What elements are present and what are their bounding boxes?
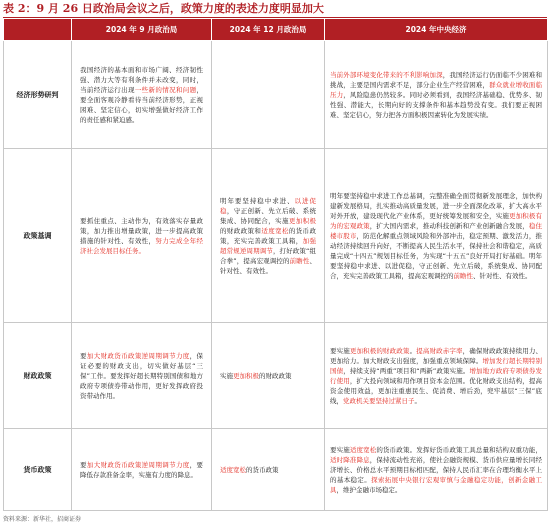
highlight-text: 提高财政赤字率 [416, 346, 463, 355]
highlight-text: 更加积极 [288, 216, 317, 225]
body-text: 。 [414, 396, 421, 405]
body-text: 要 [80, 460, 87, 469]
cell-dec [212, 323, 325, 429]
highlight-text: 增加发行超长期特别国债 [330, 356, 543, 375]
body-text: 的货币政策 [246, 465, 279, 474]
policy-comparison-table [3, 18, 548, 511]
body-text: 的财政政策 [259, 371, 292, 380]
cell-dec [212, 429, 325, 511]
cell-cec [325, 41, 548, 149]
body-text: ，要全面客观冷静看待当前经济形势，正视困难、坚定信心，切实增强做好经济工作的责任感和紧迫感。 [80, 85, 204, 124]
cell-sep [72, 323, 212, 429]
body-text: ，扩大投向领域和用作项目资本金范围。优化财政支出结构，提高资金使用效益，更加注重惠民生、促消费、增后劲，兜牢基层“三保”底线， [330, 376, 543, 405]
highlight-text: 适度宽松 [261, 226, 289, 235]
row-category: 政策基调 [4, 149, 72, 323]
body-text: 。 [409, 346, 417, 355]
highlight-text: 探索拓展中央银行宏观审慎与金融稳定功能，创新金融工具 [330, 475, 543, 494]
body-text: 我国经济的基本面和市场广阔、经济韧性强、潜力大等有利条件并未改变，同时，当前经济运行出现 [80, 65, 203, 94]
body-text: 、针对性、有效性。 [473, 271, 532, 280]
body-text: ，维护金融市场稳定。 [336, 485, 402, 494]
highlight-text: 加大财政货币政策逆周期调节力度 [86, 460, 190, 469]
body-text: 的货币政策，充实完善政策工具箱， [220, 226, 317, 245]
header-blank [4, 19, 72, 41]
table-row-policy-tone [4, 149, 548, 323]
source-note: 资料来源：新华社，招商证券 [3, 516, 82, 523]
body-text: 明年要坚持稳中求进、 [220, 196, 295, 205]
body-text: 要实施 [330, 346, 350, 355]
header-central-economic: 2024 年中央经济 [325, 19, 548, 41]
body-text: ，扩大国内需求，推动科技创新和产业创新融合发展， [369, 221, 529, 230]
body-text: 的货币政策。发挥好货币政策工具总量和结构双重功能， [376, 445, 543, 454]
body-text: ，风险隐患仍然较多。同时必须看到，我国经济基础稳、优势多、韧性强、潜能大，长期向好的支撑条件和基本趋势没有变。我们要正视困难、坚定信心，努力把各方面积极因素转化为发展实绩。 [330, 90, 543, 119]
body-text: 实施 [220, 371, 233, 380]
row-category: 货币政策 [4, 429, 72, 511]
highlight-text: 以进促稳 [220, 196, 317, 215]
highlight-text: 适度宽松 [220, 465, 246, 474]
body-text: 要抓住重点、主动作为，有效落实存量政策，加力推出增量政策，进一步提高政策措施的针对性、有效性， [80, 216, 203, 245]
cell-cec [325, 149, 548, 323]
body-text: ，保持流动性充裕，使社会融资规模、货币供应量增长同经济增长、价格总水平预期目标相匹配，保持人民币汇率在合理均衡水平上的基本稳定。 [330, 455, 543, 484]
cell-dec [212, 149, 325, 323]
row-category: 经济形势研判 [4, 41, 72, 149]
body-text: ，防范化解重点领域风险和外部冲击，稳定预期、激发活力，推动经济持续回升向好，不断提高人民生活水平，保持社会和谐稳定，高质量完成“十四五”规划目标任务，为实现“十五五”良好开局打好基础。明年要坚持稳中求进、以进促稳，守正创新、先立后破，系统集成、协同配合，充实完善政策工具箱，提高宏观调控的 [330, 231, 543, 280]
body-text: ，守正创新、先立后破、系统集成、协同配合，实施 [220, 206, 317, 225]
highlight-text: 一些新的情况和问题 [134, 85, 197, 94]
highlight-text: 加大财政货币政策逆周期调节力度 [86, 351, 190, 360]
body-text: ，打好政策“组合拳”，提高宏观调控的 [220, 246, 317, 265]
body-text: ，确保财政政策持续用力、更加给力。加大财政支出强度，加强重点领域保障。 [330, 346, 543, 365]
row-category: 财政政策 [4, 323, 72, 429]
cell-cec [325, 323, 548, 429]
body-text: 的财政政策和 [220, 226, 262, 235]
highlight-text: 当前外部环境变化带来的不利影响加深 [330, 70, 443, 79]
body-text: 要 [80, 351, 87, 360]
highlight-text: 适度宽松 [349, 445, 377, 454]
highlight-text: 更加积极的财政政策 [349, 346, 410, 355]
body-text: ，我国经济运行仍面临不少困难和挑战，主要是国内需求不足，部分企业生产经营困难， [330, 70, 543, 89]
highlight-text: 努力完成全年经济社会发展目标任务。 [80, 236, 204, 255]
highlight-text: 适时降准降息 [330, 455, 370, 464]
highlight-text: 党政机关要坚持过紧日子 [343, 396, 415, 405]
highlight-text: 加强超常规逆周期调节 [220, 236, 317, 255]
body-text: 明年要坚持稳中求进工作总基调，完整准确全面贯彻新发展理念，加快构建新发展格局，扎实推动高质量发展，进一步全面深化改革，扩大高水平对外开放，建设现代化产业体系，更好统筹发展和安全，实施 [330, 191, 542, 220]
highlight-text: 增加地方政府专项债券发行使用 [330, 366, 543, 385]
table-row-economic-outlook [4, 41, 548, 149]
cell-sep [72, 149, 212, 323]
header-dec-politburo: 2024 年 12 月政治局 [212, 19, 325, 41]
cell-sep [72, 41, 212, 149]
table-title: 表 2：9 月 26 日政治局会议之后，政策力度的表述力度明显加大 [3, 2, 324, 15]
body-text: ，持续支持“两重”项目和“两新”政策实施。 [343, 366, 470, 375]
header-row [4, 19, 548, 41]
body-text: ，要降低存款准备金率，实施有力度的降息。 [80, 460, 204, 479]
highlight-text: 前瞻性 [453, 271, 473, 280]
cell-cec [325, 429, 548, 511]
highlight-text: 群众就业增收面临压力 [330, 80, 543, 99]
highlight-text: 前瞻性 [289, 256, 310, 265]
highlight-text: 更加积极 [233, 371, 259, 380]
cell-sep [72, 429, 212, 511]
cell-dec [212, 41, 325, 149]
table-row-fiscal-policy [4, 323, 548, 429]
body-text: 要实施 [330, 445, 350, 454]
body-text: ，保证必要的财政支出，切实做好基层“三保”工作。要发挥好超长期特别国债和地方政府专项债券带动作用，更好发挥政府投资带动作用。 [80, 351, 204, 400]
highlight-text: 更加积极有为的宏观政策 [330, 211, 543, 230]
highlight-text: 稳住楼市股市 [330, 221, 543, 240]
table-row-monetary-policy [4, 429, 548, 511]
body-text: 、针对性、有效性。 [220, 256, 317, 275]
header-sep-politburo: 2024 年 9 月政治局 [72, 19, 212, 41]
